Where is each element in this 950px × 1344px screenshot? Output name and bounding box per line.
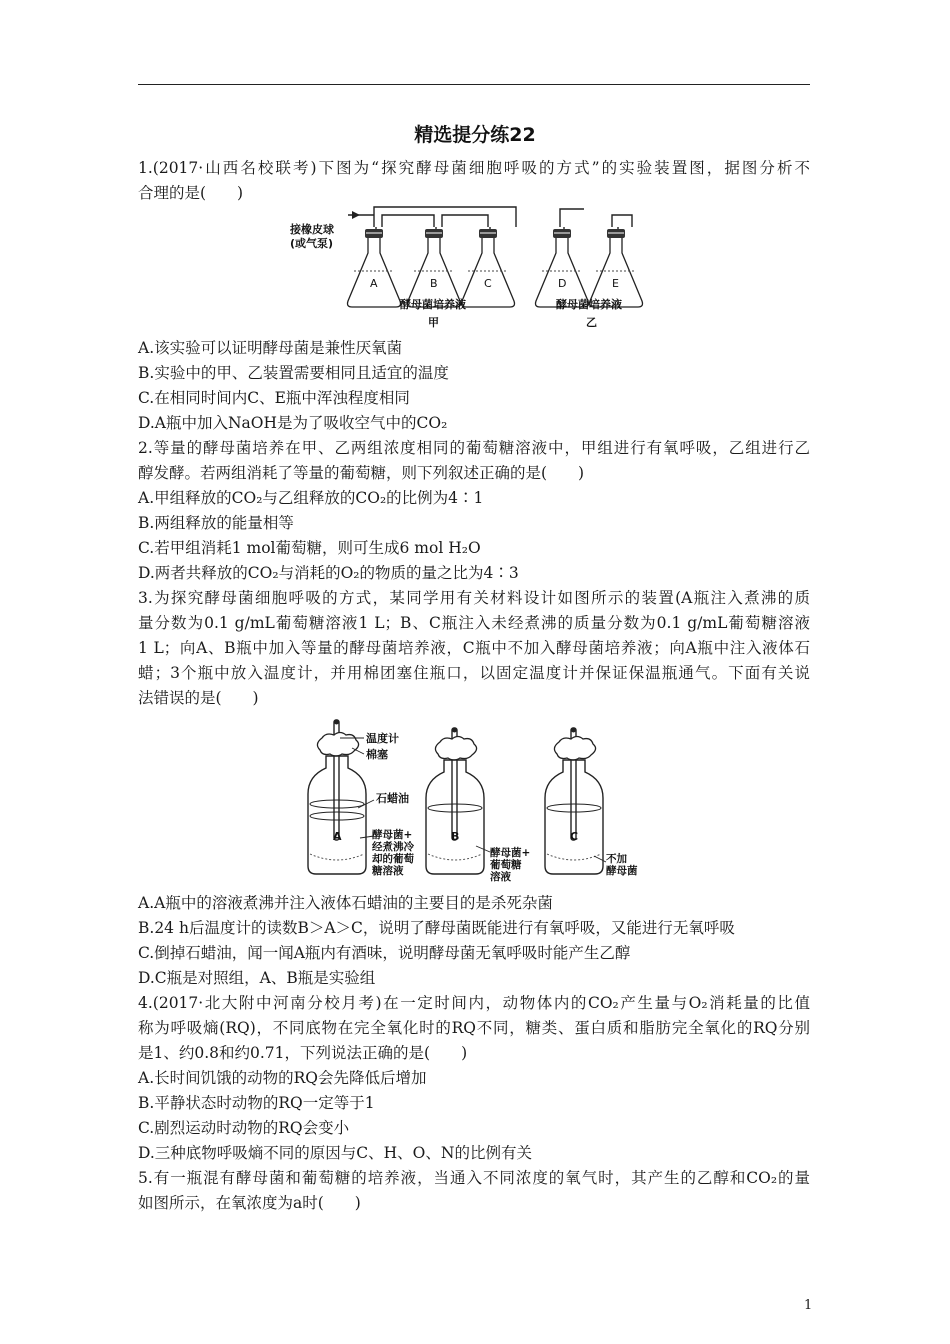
q3-stem-line-5: 法错误的是( )	[138, 689, 259, 707]
q3-stem-line-1: 3.为探究酵母菌细胞呼吸的方式，某同学用有关材料设计如图所示的装置(A瓶注入煮沸的质	[138, 589, 810, 607]
cotton-plug-c	[554, 737, 595, 761]
flask-c-label: C	[484, 277, 492, 290]
c-content-line-1: 不加	[606, 853, 627, 865]
q4-option-b: B.平静状态时动物的RQ一定等于1	[138, 1094, 375, 1112]
bottle-a-label: A	[333, 830, 342, 843]
bottle-c-label: C	[570, 830, 579, 843]
cotton-plug-b	[435, 737, 476, 761]
flask-c-shape	[462, 237, 515, 307]
q4-stem-line-1: 4.(2017·北大附中河南分校月考)在一定时间内，动物体内的CO₂产生量与O₂消耗量的比值	[138, 994, 810, 1012]
q3-option-d: D.C瓶是对照组，A、B瓶是实验组	[138, 969, 376, 987]
q5-stem-line-1: 5.有一瓶混有酵母菌和葡萄糖的培养液，当通入不同浓度的氧气时，其产生的乙醇和CO₂的量	[138, 1169, 810, 1187]
q1-option-b: B.实验中的甲、乙装置需要相同且适宜的温度	[138, 364, 449, 382]
jia-caption: 酵母菌培养液	[400, 298, 466, 311]
inlet-label-2: (或气泵)	[290, 237, 334, 250]
q3-stem-line-3: 1 L；向A、B瓶中加入等量的酵母菌培养液，C瓶中不加入酵母菌培养液；向A瓶中注入液体石	[138, 639, 810, 657]
inlet-label-1: 接橡皮球	[290, 223, 334, 236]
thermometer-label: 温度计	[366, 732, 399, 745]
flask-e-shape	[590, 237, 643, 307]
q3-option-c: C.倒掉石蜡油，闻一闻A瓶内有酒味，说明酵母菌无氧呼吸时能产生乙醇	[138, 944, 631, 962]
page-title: 精选提分练22	[414, 124, 536, 146]
q2-stem-line-1: 2.等量的酵母菌培养在甲、乙两组浓度相同的葡萄糖溶液中，甲组进行有氧呼吸，乙组进行乙	[138, 439, 810, 457]
flask-d-label: D	[558, 277, 567, 290]
b-content-line-1: 酵母菌+	[490, 847, 531, 859]
q1-option-d: D.A瓶中加入NaOH是为了吸收空气中的CO₂	[138, 414, 448, 432]
flask-b-shape	[408, 237, 461, 307]
q5-stem-line-2: 如图所示，在氧浓度为a时( )	[138, 1194, 361, 1212]
paraffin-label: 石蜡油	[376, 792, 409, 805]
q1-option-c: C.在相同时间内C、E瓶中浑浊程度相同	[138, 389, 410, 407]
c-content-line-2: 酵母菌	[606, 865, 638, 877]
flask-e-label: E	[612, 277, 619, 290]
b-content-line-3: 溶液	[490, 871, 511, 883]
q4-stem-line-2: 称为呼吸熵(RQ)，不同底物在完全氧化时的RQ不同，糖类、蛋白质和脂肪完全氧化的RQ分别	[138, 1019, 810, 1037]
q3-stem-line-2: 量分数为0.1 g/mL葡萄糖溶液1 L；B、C瓶注入未经煮沸的质量分数为0.1 g/mL葡萄糖溶液	[138, 614, 810, 632]
yi-caption: 酵母菌培养液	[556, 298, 622, 311]
q1-option-a: A.该实验可以证明酵母菌是兼性厌氧菌	[138, 339, 403, 357]
flask-a-shape	[348, 237, 401, 307]
a-content-line-2: 经煮沸冷	[372, 841, 414, 853]
cotton-plug-label: 棉塞	[366, 748, 388, 761]
flask-b-label: B	[430, 277, 438, 290]
q1-stem-line-2: 合理的是( )	[138, 184, 244, 202]
a-content-line-1: 酵母菌+	[372, 829, 413, 841]
q2-option-d: D.两者共释放的CO₂与消耗的O₂的物质的量之比为4∶3	[138, 564, 519, 582]
cotton-plug-a	[317, 733, 358, 757]
a-content-line-4: 糖溶液	[372, 865, 404, 877]
q4-option-a: A.长时间饥饿的动物的RQ会先降低后增加	[138, 1069, 427, 1087]
yi-name: 乙	[586, 316, 597, 329]
q2-option-a: A.甲组释放的CO₂与乙组释放的CO₂的比例为4∶1	[138, 489, 484, 507]
q2-stem-line-2: 醇发酵。若两组消耗了等量的葡萄糖，则下列叙述正确的是( )	[138, 464, 585, 482]
q1-figure	[290, 205, 660, 333]
q4-stem-line-3: 是1、约0.8和约0.71，下列说法正确的是( )	[138, 1044, 468, 1062]
q2-option-c: C.若甲组消耗1 mol葡萄糖，则可生成6 mol H₂O	[138, 539, 481, 557]
q2-option-b: B.两组释放的能量相等	[138, 514, 294, 532]
q3-figure	[300, 716, 660, 888]
flask-a-label: A	[370, 277, 378, 290]
q3-option-b: B.24 h后温度计的读数B＞A＞C，说明了酵母菌既能进行有氧呼吸，又能进行无氧呼吸	[138, 919, 735, 937]
page-number: 1	[804, 1298, 813, 1313]
a-content-line-3: 却的葡萄	[372, 853, 414, 865]
q1-stem-line-1: 1.(2017·山西名校联考)下图为“探究酵母菌细胞呼吸的方式”的实验装置图，据图分析不	[138, 159, 810, 177]
jia-name: 甲	[428, 316, 439, 329]
bottle-b-label: B	[451, 830, 460, 843]
flask-d-shape	[536, 237, 589, 307]
b-content-line-2: 葡萄糖	[490, 859, 522, 871]
q4-option-c: C.剧烈运动时动物的RQ会变小	[138, 1119, 350, 1137]
q4-option-d: D.三种底物呼吸熵不同的原因与C、H、O、N的比例有关	[138, 1144, 532, 1162]
q3-stem-line-4: 蜡；3个瓶中放入温度计，并用棉团塞住瓶口，以固定温度计并保证保温瓶通气。下面有关说	[138, 664, 810, 682]
header-rule	[138, 84, 810, 85]
q3-option-a: A.A瓶中的溶液煮沸并注入液体石蜡油的主要目的是杀死杂菌	[138, 894, 553, 912]
